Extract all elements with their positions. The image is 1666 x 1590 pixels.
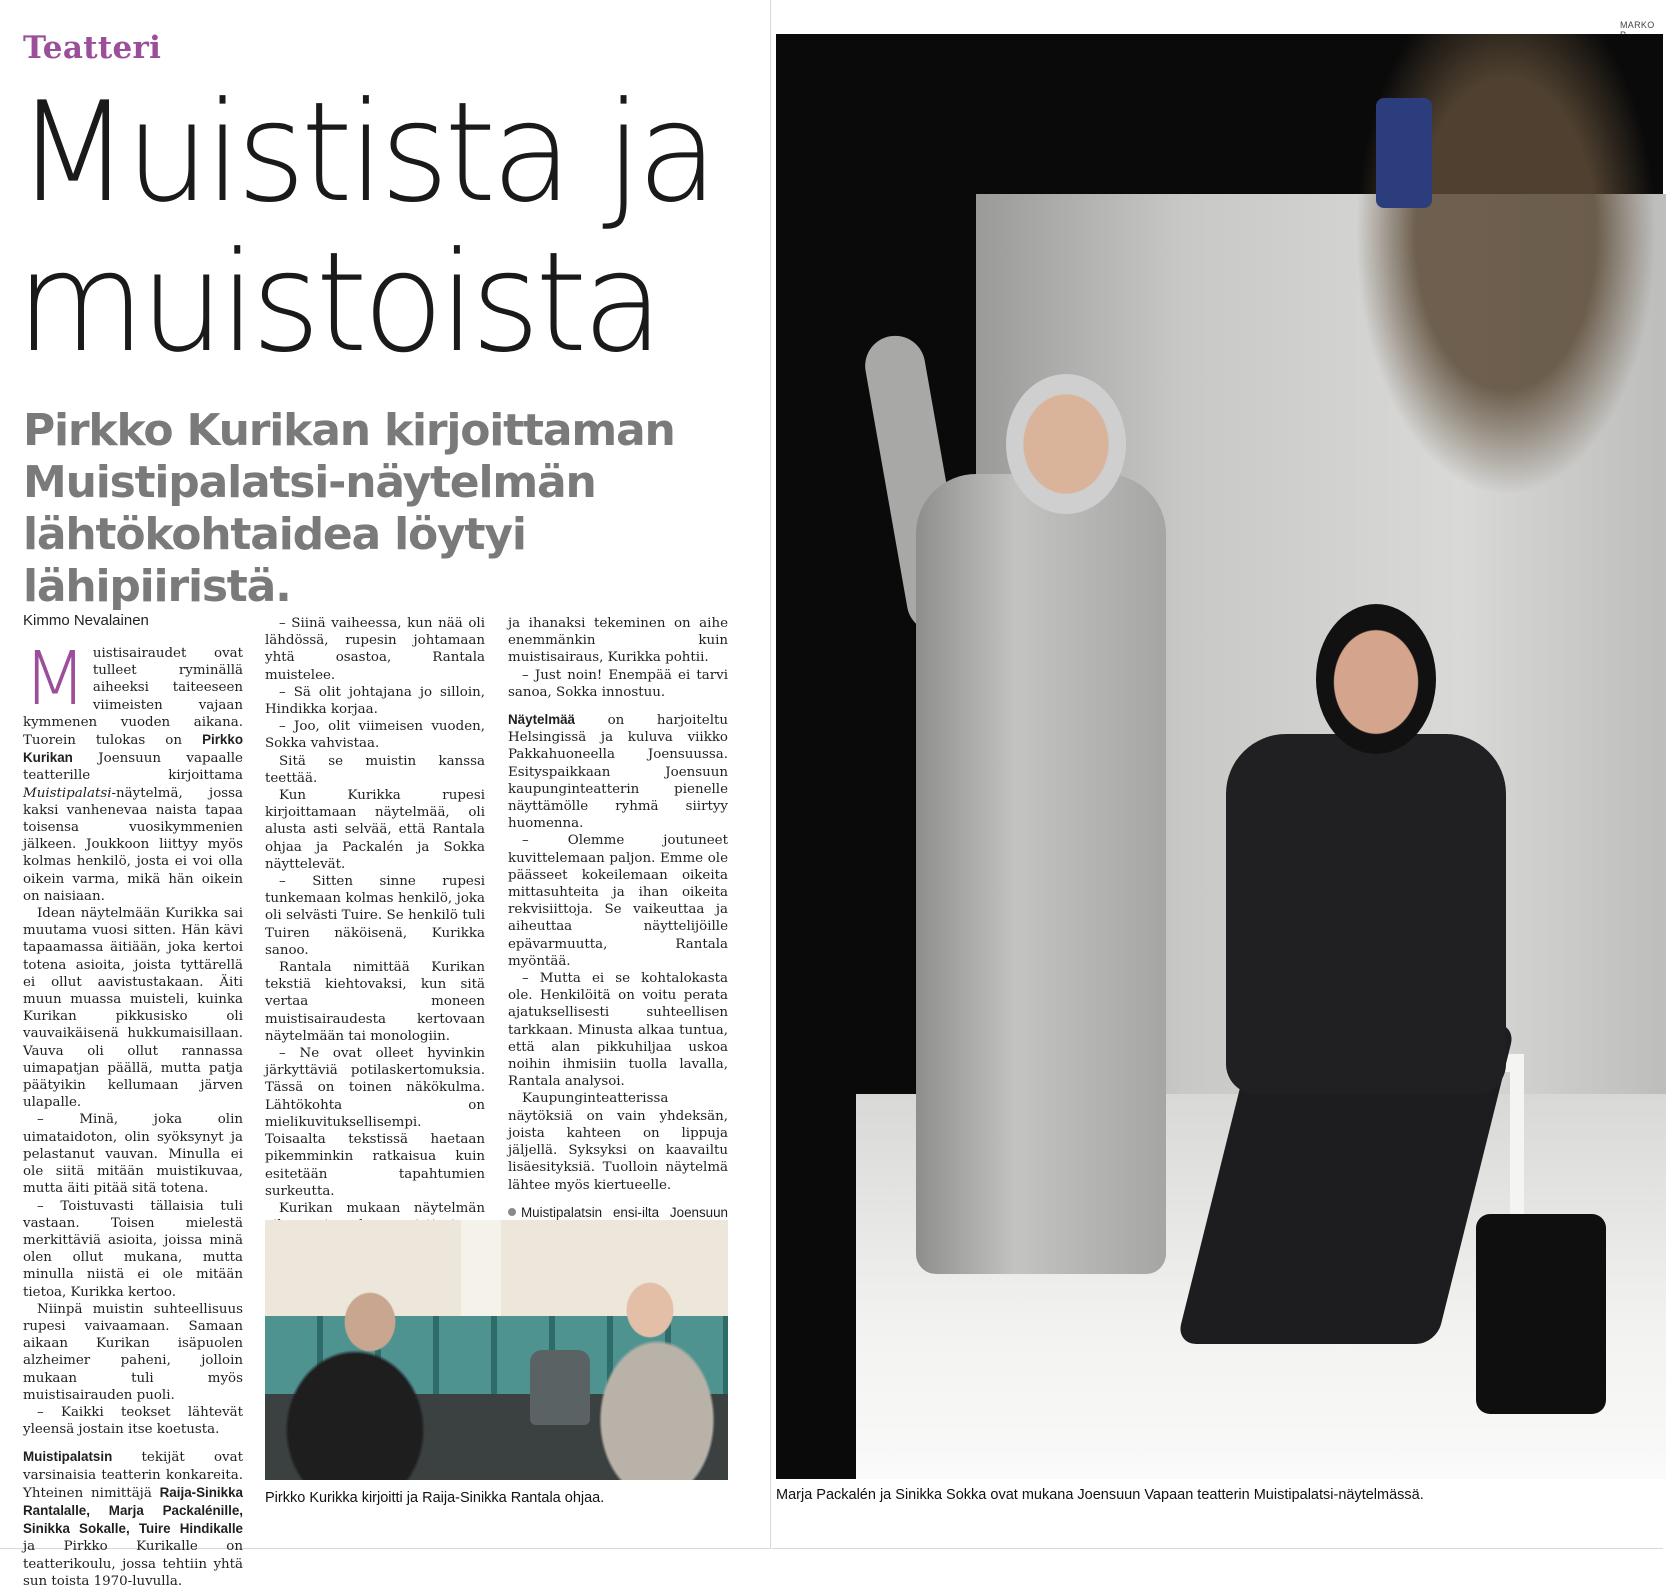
bullet-icon	[508, 1208, 516, 1216]
section-label: Teatteri	[23, 30, 162, 66]
paragraph: Näytelmää on harjoiteltu Helsingissä ja kuluva viikko Pakkahuoneella Joensuussa. Esityspaikkaan Joensuun kaupunginteatterin pienelle näyttämölle ryhmä siirtyy huomenna.	[508, 712, 728, 832]
paragraph: ja ihanaksi tekeminen on aihe enemmänkin kuin muistisairaus, Kurikka pohtii.	[508, 616, 728, 666]
stage-photo	[776, 34, 1663, 1479]
photo-credit: MARKO	[1620, 20, 1655, 30]
paragraph: – Joo, olit viimeisen vuoden, Sokka vahvistaa.	[265, 719, 485, 752]
paragraph: – Ne ovat olleet hyvinkin järkyttäviä potilaskertomuksia. Tässä on toinen näkökulma. Lähtökohta on mielikuvituksellisempi. Toisaalta tekstissä haetaan pikemminkin ratkaisua kuin esitetään tapahtumien surkeutta.	[265, 1046, 485, 1199]
right-page	[772, 0, 1663, 1549]
paragraph: – Minä, joka olin uimataidoton, olin syöksynyt ja pelastanut vauvan. Minulla ei ole siitä mitään muistikuvaa, mutta äiti pitää sitä totena.	[23, 1112, 243, 1197]
paragraph: – Olemme joutuneet kuvittelemaan paljon. Emme ole päässeet kokeilemaan oikeita mittasuhteita ja ihan oikeita rekvisiittoja. Se vaikeuttaa ja aiheuttaa näyttelijöille epävarmuutta, Rantala myöntää.	[508, 833, 728, 969]
paragraph: Idean näytelmään Kurikka sai muutama vuosi sitten. Hän kävi tapaamassa äitiään, joka kertoi totena asioita, joista tyttärellä ei ollut aavistustakaan. Äiti muun muassa muisteli, kuinka Kurikan pikkusisko oli vauvaikäisenä hukkumaisillaan. Vauva oli ollut rannassa uimapatjan päällä, mutta patja päätyikin kellumaan järven ulapalle.	[23, 906, 243, 1111]
drop-cap: M	[23, 636, 87, 722]
paragraph: – Sä olit johtajana jo silloin, Hindikka korjaa.	[265, 684, 485, 718]
article-column-3	[508, 615, 728, 1273]
paragraph: – Mutta ei se kohtalokasta ole. Henkilöitä on voitu perata ajatuksellisesti suhteellisen tarkkaan. Minusta alkaa tuntua, että alan pikkuhiljaa uskoa noihin ihmisiin tuolla lavalla, Rantala analysoi.	[508, 971, 728, 1090]
paragraph: Sitä se muistin kanssa teettää.	[265, 753, 485, 786]
premiere-info: Muistipalatsin ensi-ilta Joensuun	[508, 1204, 728, 1273]
headline: Muistista ja muistoista	[16, 72, 714, 383]
paragraph: Muistisairaudet ovat tulleet ryminällä aiheeksi taiteeseen viimeisten vajaan kymmenen vuoden aikana. Tuorein tulokas on Pirkko Kurikan Joensuun vapaalle teatterille kirjoittama Muistipalatsi-näytelmä, jossa kaksi vanhenevaa naista tapaa toisensa vuosikymmenien jälkeen. Joukkoon liittyy myös kolmas henkilö, josta ei voi olla oikein varma, mikä hän oikein on naisiaan.	[23, 636, 243, 904]
paragraph: Kurikan mukaan näytelmän	[279, 1200, 485, 1216]
rehearsal-photo	[265, 1220, 728, 1480]
rehearsal-photo-caption: Pirkko Kurikka kirjoitti ja Raija-Sinikka Rantala ohjaa.	[265, 1490, 605, 1506]
paragraph: Kaupunginteatterissa näytöksiä on vain yhdeksän, joista kahteen on lippuja jäljellä. Syksyksi on kaavailtu lisäesityksiä. Tuolloin näytelmä lähtee myös kiertueelle.	[508, 1091, 728, 1193]
stage-photo-caption: Marja Packalén ja Sinikka Sokka ovat mukana Joensuun Vapaan teatterin Muistipalatsi-näytelmässä.	[776, 1487, 1424, 1503]
byline: Kimmo Nevalainen	[23, 612, 149, 629]
subheadline: Pirkko Kurikan kirjoittaman Muistipalatsi-näytelmän lähtökohtaidea löytyi lähipiiristä.	[23, 405, 675, 612]
paragraph: Kun Kurikka rupesi kirjoittamaan näytelmää, oli alusta asti selvää, että Rantala ohjaa ja Packalén ja Sokka näyttelevät.	[265, 788, 485, 872]
paragraph: – Siinä vaiheessa, kun nää oli lähdössä, rupesin johtamaan yhtä osastoa, Rantala muistelee.	[265, 616, 485, 683]
paragraph: – Just noin! Enempää ei tarvi sanoa, Sokka innostuu.	[508, 667, 728, 700]
paragraph: Rantala nimittää Kurikan tekstiä kiehtovaksi, kun sitä vertaa moneen muistisairaudesta kertovaan näytelmään tai monologiin.	[265, 960, 485, 1044]
paragraph: Niinpä muistin suhteellisuus rupesi vaivaamaan. Samaan aikaan Kurikan isäpuolen alzheimer paheni, jolloin mukaan tuli myös muistisairauden puoli.	[23, 1301, 243, 1403]
paragraph: – Sitten sinne rupesi tunkemaan kolmas henkilö, joka oli selvästi Tuire. Se henkilö tuli Tuiren näköisenä, Kurikka sanoo.	[265, 874, 485, 958]
article-column-1	[23, 636, 243, 1590]
left-page	[0, 0, 771, 1589]
paragraph: Muistipalatsin tekijät ovat varsinaisia teatterin konkareita. Yhteinen nimittäjä Raija-Sinikka Rantalalle, Marja Packalénille, Sinikka Sokalle, Tuire Hindikalle ja Pirkko Kurikalle on teatterikoulu, jossa tehtiin yhtä sun toista 1970-luvulla.	[23, 1449, 243, 1589]
paragraph: – Toistuvasti tällaisia tuli vastaan. Toisen mielestä merkittäviä asioita, joissa minä olen ollut mukana, mutta minulla niistä ei ole mitään tietoa, Kurikka kertoo.	[23, 1198, 243, 1300]
paragraph: – Kaikki teokset lähtevät yleensä jostain itse koetusta.	[23, 1404, 243, 1438]
